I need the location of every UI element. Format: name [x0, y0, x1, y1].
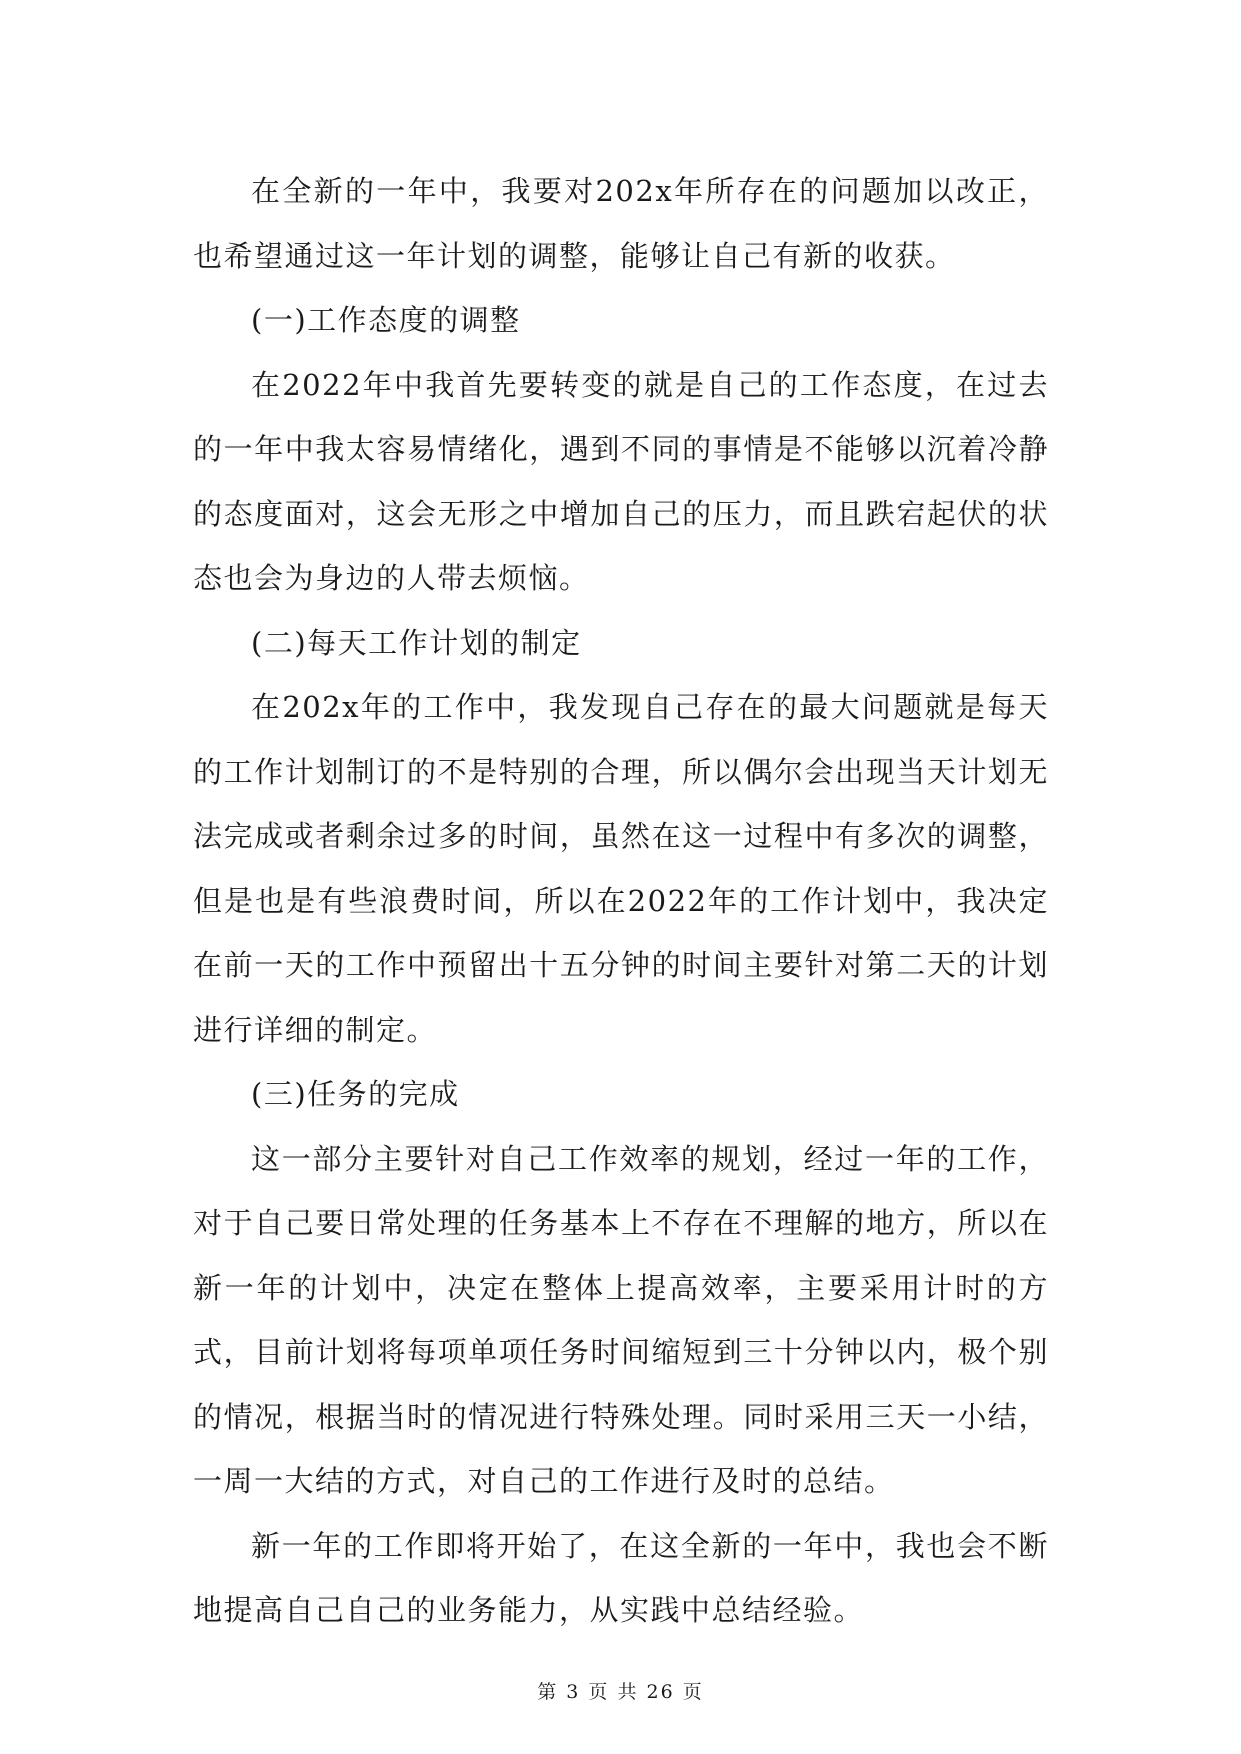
paragraph-work-attitude: 在2022年中我首先要转变的就是自己的工作态度，在过去的一年中我太容易情绪化，遇到不同的事情是不能够以沉着冷静的态度面对，这会无形之中增加自己的压力，而且跌宕起伏的状态也会为身边的人带去烦恼。: [193, 367, 1049, 595]
paragraph-intro: 在全新的一年中，我要对202x年所存在的问题加以改正，也希望通过这一年计划的调整，能够让自己有新的收获。: [193, 174, 1049, 273]
paragraph-daily-plan: 在202x年的工作中，我发现自己存在的最大问题就是每天的工作计划制订的不是特别的合理，所以偶尔会出现当天计划无法完成或者剩余过多的时间，虽然在这一过程中有多次的调整，但是也是有些浪费时间，所以在2022年的工作计划中，我决定在前一天的工作中预留出十五分钟的时间主要针对第二天的计划进行详细的制定。: [193, 690, 1049, 1047]
paragraph-task-completion: 这一部分主要针对自己工作效率的规划，经过一年的工作，对于自己要日常处理的任务基本上不存在不理解的地方，所以在新一年的计划中，决定在整体上提高效率，主要采用计时的方式，目前计划将每项单项任务时间缩短到三十分钟以内，极个别的情况，根据当时的情况进行特殊处理。同时采用三天一小结，一周一大结的方式，对自己的工作进行及时的总结。: [193, 1141, 1049, 1498]
section-heading-task-completion: (三)任务的完成: [251, 1077, 460, 1111]
document-body: [193, 159, 1049, 1643]
section-heading-daily-plan: (二)每天工作计划的制定: [251, 625, 582, 660]
page-footer: 第 3 页 共 26 页: [537, 1681, 704, 1703]
paragraph-closing: 新一年的工作即将开始了，在这全新的一年中，我也会不断地提高自己自己的业务能力，从实践中总结经验。: [193, 1528, 1049, 1627]
section-heading-work-attitude: (一)工作态度的调整: [251, 303, 521, 337]
